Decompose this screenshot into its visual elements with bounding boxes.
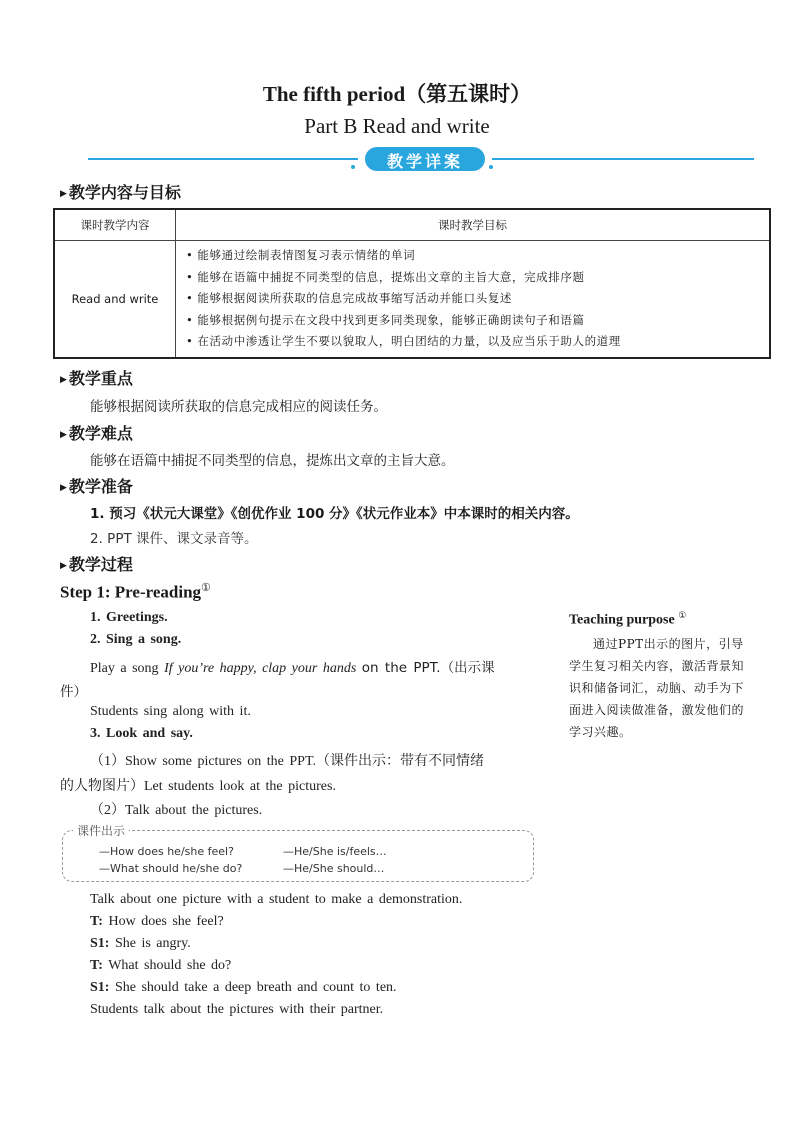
step1-title: Step 1: Pre-reading① bbox=[60, 582, 211, 602]
box-answer-1: —He/She is/feels… bbox=[283, 845, 387, 858]
banner-dot-right bbox=[489, 154, 499, 164]
dialogue-line: S1: She should take a deep breath and count to ten. bbox=[90, 980, 397, 995]
triangle-bullet-icon: ▶ bbox=[60, 375, 67, 385]
page-title: The fifth period（第五课时） bbox=[262, 82, 532, 106]
show-pictures-line: （1）Show some pictures on the PPT.（课件出示：带有不同情绪 bbox=[90, 754, 484, 769]
box-question-1: —How does he/she feel? bbox=[99, 845, 234, 858]
partner-line: Students talk about the pictures with their partner. bbox=[90, 1002, 384, 1017]
dialogue-line: S1: She is angry. bbox=[90, 936, 191, 951]
heading-process: ▶ 教学过程 bbox=[60, 555, 133, 574]
goal-item: • 能够在语篇中捕捉不同类型的信息，提炼出文章的主旨大意，完成排序题 bbox=[186, 267, 763, 289]
banner-text: 教学详案 bbox=[386, 152, 463, 171]
triangle-bullet-icon: ▶ bbox=[60, 189, 67, 199]
teaching-purpose-text: 通过PPT出示的图片，引导学生复习相关内容，激活背景知识和储备词汇，动脑、动手为下面进入阅读做准备，激发他们的学习兴趣。 bbox=[569, 636, 745, 739]
preparation-item-2: 2. PPT 课件、课文录音等。 bbox=[90, 531, 258, 547]
preparation-item-1: 1. 预习《状元大课堂》《创优作业 100 分》《状元作业本》中本课时的相关内容。 bbox=[90, 506, 579, 522]
goals-table bbox=[53, 208, 771, 359]
step-sing: 2. Sing a song. bbox=[90, 632, 182, 647]
key-points-text: 能够根据阅读所获取的信息完成相应的阅读任务。 bbox=[90, 399, 387, 415]
banner-rule-right bbox=[492, 158, 754, 160]
song-title: If you’re happy, clap your hands bbox=[164, 661, 357, 676]
goals-col1-header: 课时教学内容 bbox=[54, 209, 176, 241]
goal-item: • 能够根据例句提示在文段中找到更多同类现象，能够正确朗读句子和语篇 bbox=[186, 310, 763, 332]
teaching-purpose-note bbox=[569, 610, 744, 743]
difficulties-text: 能够在语篇中捕捉不同类型的信息，提炼出文章的主旨大意。 bbox=[90, 453, 455, 469]
box-question-2: —What should he/she do? bbox=[99, 862, 243, 875]
step-greetings: 1. Greetings. bbox=[90, 610, 168, 625]
talk-pictures-line: （2）Talk about the pictures. bbox=[90, 803, 263, 818]
play-song-line-cont: 件） bbox=[60, 684, 87, 700]
dialogue-line: T: What should she do? bbox=[90, 958, 232, 973]
step-look-say: 3. Look and say. bbox=[90, 726, 193, 741]
sing-along-line: Students sing along with it. bbox=[90, 704, 251, 719]
goals-col2-header: 课时教学目标 bbox=[176, 209, 771, 241]
show-pictures-line-cont: 的人物图片）Let students look at the pictures. bbox=[60, 779, 336, 794]
banner-rule-left bbox=[88, 158, 358, 160]
heading-key-points: ▶ 教学重点 bbox=[60, 369, 133, 388]
page-subtitle: Part B Read and write bbox=[304, 114, 490, 138]
goals-row-label: Read and write bbox=[54, 241, 176, 358]
play-song-line: Play a song If you’re happy, clap your hands on the PPT.（出示课 bbox=[90, 660, 495, 676]
heading-preparation: ▶ 教学准备 bbox=[60, 477, 133, 496]
goals-list-cell bbox=[176, 241, 771, 358]
triangle-bullet-icon: ▶ bbox=[60, 561, 67, 571]
goal-item: • 能够通过绘制表情图复习表示情绪的单词 bbox=[186, 245, 763, 267]
courseware-tag: 课件出示 bbox=[73, 822, 129, 839]
triangle-bullet-icon: ▶ bbox=[60, 430, 67, 440]
section-banner bbox=[355, 146, 495, 172]
courseware-box bbox=[62, 824, 534, 882]
teaching-purpose-title: Teaching purpose ① bbox=[569, 610, 687, 628]
heading-content-goals: ▶ 教学内容与目标 bbox=[60, 183, 181, 202]
goal-item: • 能够根据阅读所获取的信息完成故事缩写活动并能口头复述 bbox=[186, 288, 763, 310]
dialogue-line: T: How does she feel? bbox=[90, 914, 224, 929]
demo-line: Talk about one picture with a student to make a demonstration. bbox=[90, 892, 463, 907]
box-answer-2: —He/She should… bbox=[283, 862, 385, 875]
footnote-mark: ① bbox=[201, 582, 211, 594]
goal-item: • 在活动中渗透让学生不要以貌取人，明白团结的力量，以及应当乐于助人的道理 bbox=[186, 331, 763, 353]
triangle-bullet-icon: ▶ bbox=[60, 483, 67, 493]
heading-difficulties: ▶ 教学难点 bbox=[60, 424, 133, 443]
